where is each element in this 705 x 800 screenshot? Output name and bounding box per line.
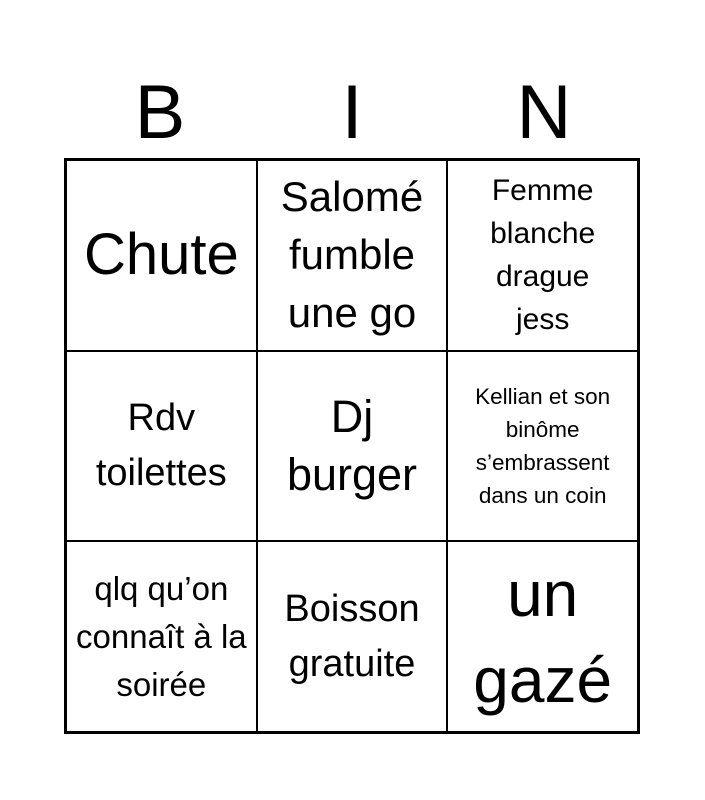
bingo-cell-1-text: Chute: [83, 222, 239, 288]
bingo-grid: [64, 158, 640, 734]
bingo-header: [64, 68, 640, 158]
header-letter-i: I: [341, 70, 363, 155]
bingo-cell-8-text: Boisson gratuite: [284, 587, 420, 685]
bingo-cell-4[interactable]: [66, 351, 257, 542]
bingo-cell-5-text: Dj burger: [286, 390, 418, 500]
header-letter-n: N: [516, 70, 572, 155]
bingo-cell-7[interactable]: [66, 541, 257, 732]
bingo-cell-3-text: Femme blanche drague jess: [490, 174, 596, 337]
bingo-cell-6-text: Kellian et son binôme s’embrassent dans un coin: [475, 383, 611, 508]
bingo-cell-2-text: Salomé fumble une go: [280, 173, 424, 337]
bingo-cell-9-text: un gazé: [473, 557, 613, 716]
bingo-cell-2[interactable]: [257, 160, 448, 351]
bingo-cell-5[interactable]: [257, 351, 448, 542]
bingo-cell-8[interactable]: [257, 541, 448, 732]
header-letter-b: B: [134, 70, 186, 155]
bingo-cell-9[interactable]: [447, 541, 638, 732]
bingo-cell-7-text: qlq qu’on connaît à la soirée: [76, 569, 247, 703]
bingo-cell-1[interactable]: [66, 160, 257, 351]
bingo-cell-6[interactable]: [447, 351, 638, 542]
bingo-cell-3[interactable]: [447, 160, 638, 351]
bingo-cell-4-text: Rdv toilettes: [95, 396, 227, 494]
